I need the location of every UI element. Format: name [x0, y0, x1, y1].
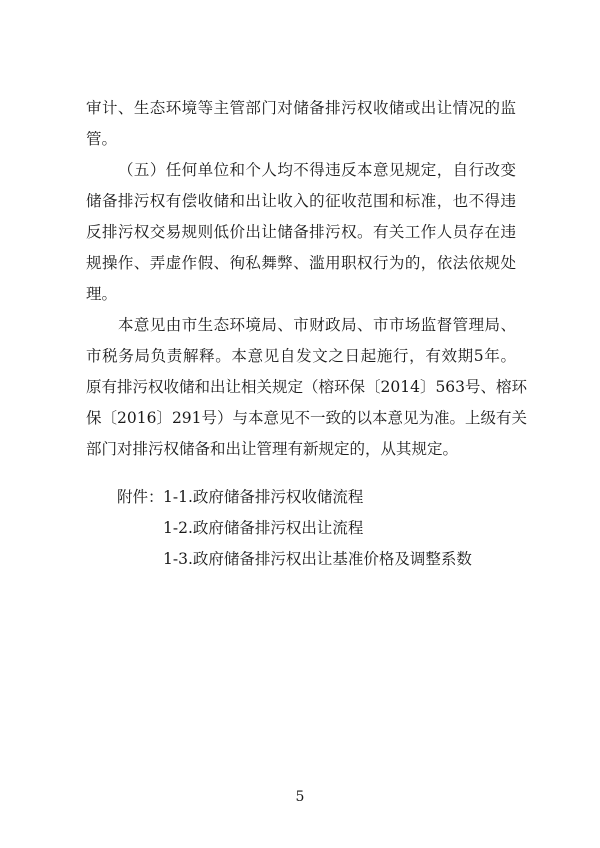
- paragraph-five-line-3: 反排污权交易规则低价出让储备排污权。有关工作人员存在违: [86, 223, 516, 241]
- page-number: 5: [295, 789, 305, 805]
- paragraph-continuation-line-1: 审计、生态环境等主管部门对储备排污权收储或出让情况的监: [86, 99, 516, 117]
- paragraph-interpretation-line-4: 保〔2016〕291号）与本意见不一致的以本意见为准。上级有关: [86, 409, 528, 427]
- paragraph-interpretation-line-2: 市税务局负责解释。本意见自发文之日起施行，有效期5年。: [86, 347, 516, 365]
- paragraph-interpretation-line-3: 原有排污权收储和出让相关规定（榕环保〔2014〕563号、榕环: [86, 378, 528, 396]
- paragraph-interpretation-line-5: 部门对排污权储备和出让管理有新规定的，从其规定。: [86, 440, 459, 458]
- paragraph-continuation-line-2: 管。: [86, 130, 118, 148]
- attachment-item-1: 1-1.政府储备排污权收储流程: [163, 488, 364, 506]
- paragraph-five-line-4: 规操作、弄虚作假、徇私舞弊、滥用职权行为的，依法依规处: [86, 254, 516, 272]
- paragraph-five-line-2: 储备排污权有偿收储和出让收入的征收范围和标准，也不得违: [86, 192, 516, 210]
- attachments-label: 附件：: [117, 488, 164, 506]
- paragraph-interpretation-line-1: 本意见由市生态环境局、市财政局、市市场监督管理局、: [118, 316, 516, 334]
- paragraph-five-line-5: 理。: [86, 285, 118, 303]
- attachment-item-3: 1-3.政府储备排污权出让基准价格及调整系数: [163, 550, 472, 568]
- attachment-item-2: 1-2.政府储备排污权出让流程: [163, 519, 364, 537]
- paragraph-five-line-1: （五）任何单位和个人均不得违反本意见规定，自行改变: [118, 161, 516, 179]
